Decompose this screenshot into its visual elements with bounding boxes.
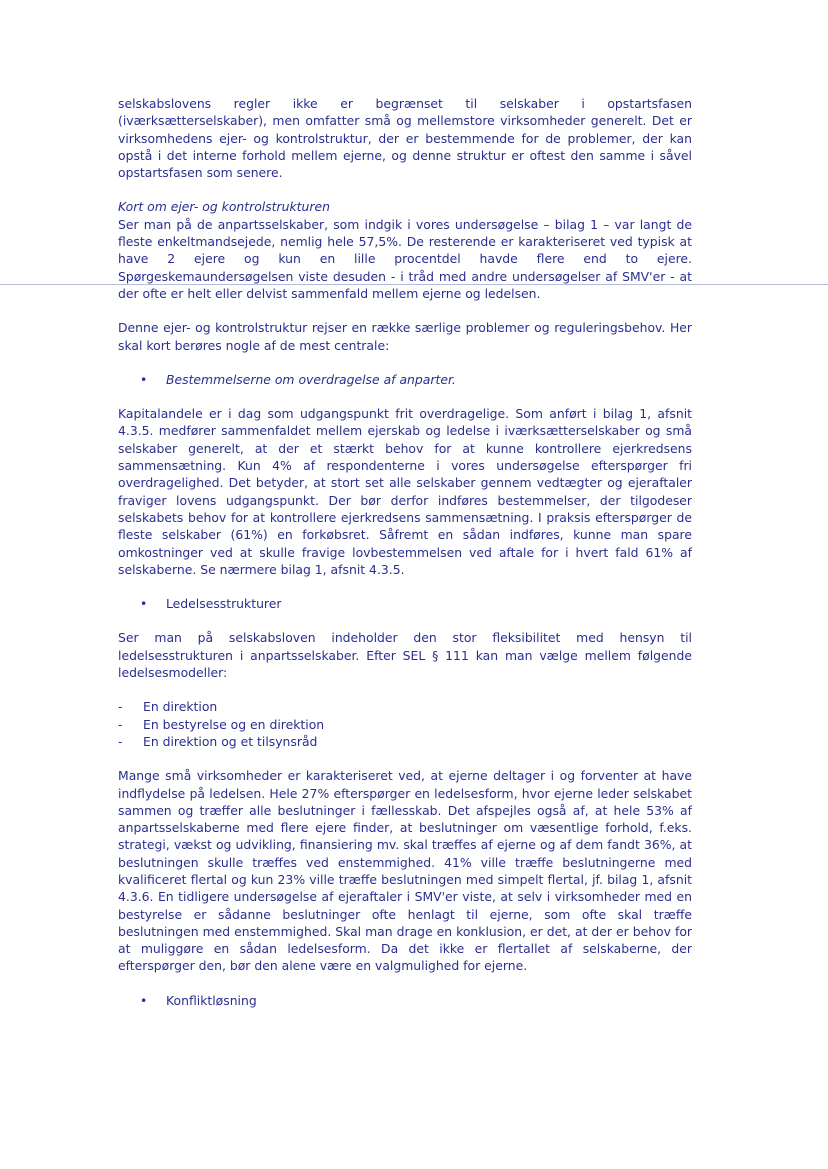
list-item: - En direktion [118, 698, 692, 715]
paragraph-intro: selskabslovens regler ikke er begrænset til selskaber i opstartsfasen (iværksætterselskaber), men omfatter små og mellemstore virksomheder generelt. Det er virksomhedens ejer- og kontrolstruktur, der er bestemmende for de problemer, der kan opstå i det interne forhold mellem ejerne, og denne struktur er oftest den samme i såvel opstartsfasen som senere. [118, 96, 692, 181]
management-models-list [118, 698, 692, 750]
bullet-management-structures: • Ledelsesstrukturer [118, 595, 692, 612]
bullet-conflict-resolution: • Konfliktløsning [118, 992, 692, 1009]
document-page [118, 95, 692, 1009]
paragraph-transfer: Kapitalandele er i dag som udgangspunkt frit overdragelige. Som anført i bilag 1, afsnit 4.3.5. medfører sammenfaldet mellem ejerskab og ledelse i iværksætterselskaber og små selskaber generelt, at der et stærkt behov for at kunne kontrollere ejerkredsens sammensætning. Kun 4% af respondenterne i vores undersøgelse efterspørger fri overdragelighed. Det betyder, at stort set alle selskaber gennem vedtægter og ejeraftaler fraviger lovens udgangspunkt. Der bør derfor indføres bestemmelser, der tilgodeser selskabets behov for at kontrollere ejerkredsens sammensætning. I praksis efterspørger de fleste selskaber (61%) en forkøbsret. Såfremt en sådan indføres, kunne man spare omkostninger ved at skulle fravige lovbestemmelsen ved aftale for i hvert fald 61% af selskaberne. Se nærmere bilag 1, afsnit 4.3.5. [118, 406, 692, 577]
paragraph-management: Ser man på selskabsloven indeholder den stor fleksibilitet med hensyn til ledelsesstrukturen i anpartsselskaber. Efter SEL § 111 kan man vælge mellem følgende ledelsesmodeller: [118, 630, 692, 681]
list-item: - En bestyrelse og en direktion [118, 716, 692, 733]
paragraph-ownership: Ser man på de anpartsselskaber, som indgik i vores undersøgelse – bilag 1 – var langt de fleste enkeltmandsejede, nemlig hele 57,5%. De resterende er karakteriseret ved typisk at have 2 ejere og kun en lille procentdel havde flere end to ejere. Spørgeskemaundersøgelsen viste desuden - i tråd med andre undersøgelser af SMV'er - at der ofte er helt eller delvist sammenfald mellem ejerne og ledelsen. [118, 216, 692, 301]
list-item: - En direktion og et tilsynsråd [118, 733, 692, 750]
paragraph-problems-intro: Denne ejer- og kontrolstruktur rejser en række særlige problemer og reguleringsbehov. Her skal kort berøres nogle af de mest centrale: [118, 320, 692, 353]
bullet-transfer-rules: • Bestemmelserne om overdragelse af anparter. [118, 371, 692, 388]
section-heading-ownership: Kort om ejer- og kontrolstrukturen [118, 199, 330, 215]
paragraph-small-companies: Mange små virksomheder er karakteriseret ved, at ejerne deltager i og forventer at have indflydelse på ledelsen. Hele 27% efterspørger en ledelsesform, hvor ejerne leder selskabet sammen og træffer alle beslutninger i fællesskab. Det afspejles også af, at hele 53% af anpartsselskaberne med flere ejere finder, at beslutninger om væsentlige forhold, f.eks. strategi, vækst og udvikling, finansiering mv. skal træffes af ejerne og af dem fandt 36%, at beslutningen skulle træffes ved enstemmighed. 41% ville træffe beslutningerne med kvalificeret flertal og kun 23% ville træffe beslutningen med simpelt flertal, jf. bilag 1, afsnit 4.3.6. En tidligere undersøgelse af ejeraftaler i SMV'er viste, at selv i virksomheder med en bestyrelse er sådanne beslutninger ofte henlagt til ejerne, som ofte skal træffe beslutningen med enstemmighed. Skal man drage en konklusion, er det, at der er behov for at muliggøre en sådan ledelsesform. Da det ikke er flertallet af selskaberne, der efterspørger den, bør den alene være en valgmulighed for ejerne. [118, 768, 692, 974]
